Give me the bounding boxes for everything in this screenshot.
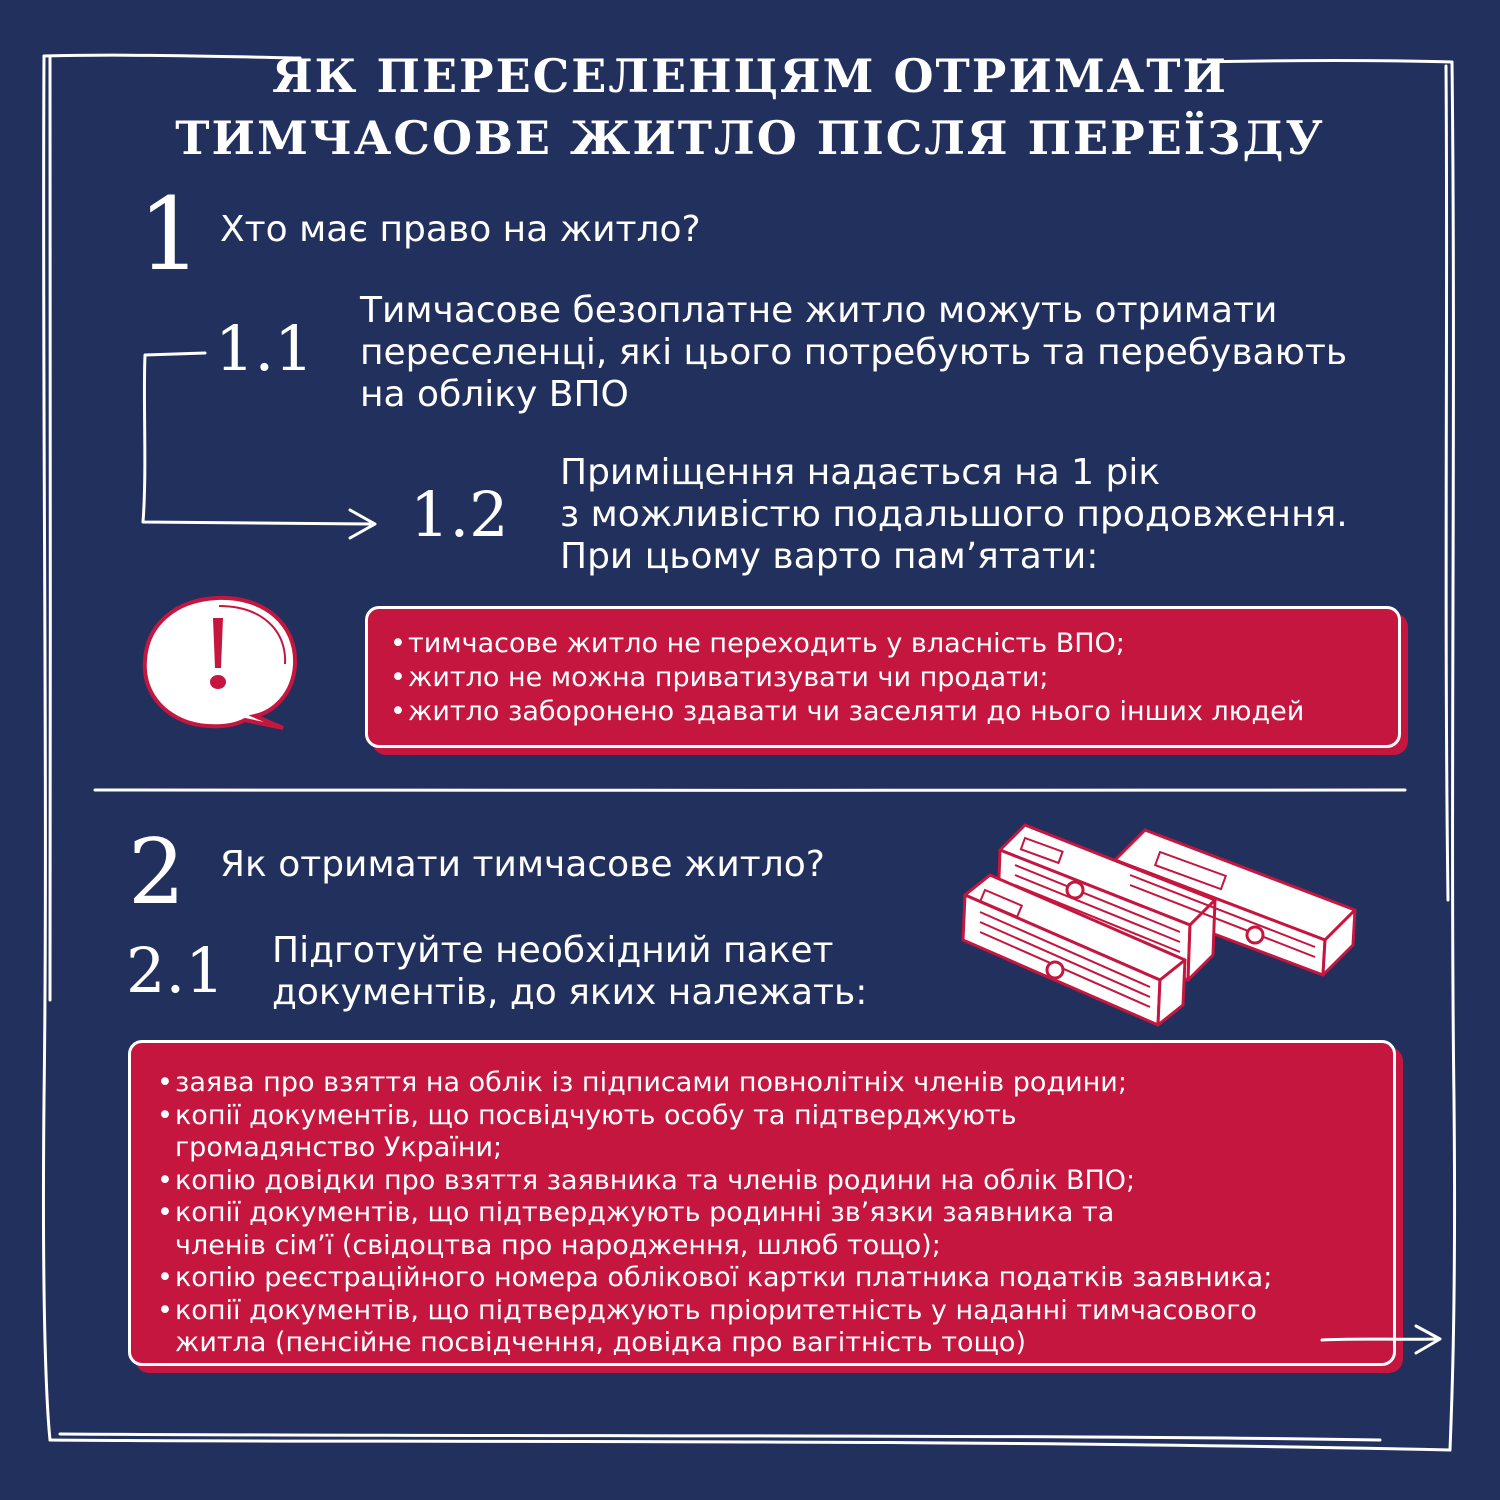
step-1-1-number: 1.1 (215, 312, 314, 385)
warnings-box (365, 606, 1401, 748)
step-2-1-line: Підготуйте необхідний пакет (272, 930, 834, 971)
section-1-question: Хто має право на житло? (220, 209, 701, 250)
document-item: • копію довідки про взяття заявника та членів родини на облік ВПО; (157, 1165, 1337, 1198)
warning-item: • тимчасове житло не переходить у власність ВПО; (390, 627, 1304, 661)
section-2-question: Як отримати тимчасове житло? (220, 844, 825, 885)
document-item: • копії документів, що підтверджують пріоритетність у наданні тимчасового житла (пенсійне посвідчення, довідка про вагітність тощо) (157, 1295, 1295, 1360)
step-1-1-line: Тимчасове безоплатне житло можуть отримати (360, 290, 1278, 331)
documents-box (128, 1040, 1396, 1366)
step-1-2-line: Приміщення надається на 1 рік (560, 452, 1161, 493)
step-2-1-line: документів, до яких належать: (272, 972, 868, 1013)
page-title (0, 45, 1500, 169)
document-item: • копію реєстраційного номера облікової картки платника податків заявника; (157, 1262, 1337, 1295)
section-2-number: 2 (128, 820, 186, 925)
step-1-2-line: з можливістю подальшого продовження. (560, 494, 1348, 535)
warnings-list (390, 627, 1304, 729)
document-item: • копії документів, що посвідчують особу та підтверджують громадянство України; (157, 1100, 1075, 1165)
step-1-2-text (560, 452, 1348, 578)
documents-list (157, 1067, 1337, 1360)
document-item: • заява про взяття на облік із підписами повнолітніх членів родини; (157, 1067, 1337, 1100)
arrow-right-icon (1318, 1320, 1448, 1360)
step-2-1-text (272, 930, 867, 1014)
step-1-2-number: 1.2 (410, 478, 509, 551)
title-line-2: ТИМЧАСОВЕ ЖИТЛО ПІСЛЯ ПЕРЕЇЗДУ (175, 111, 1325, 165)
warning-item: • житло заборонено здавати чи заселяти до нього інших людей (390, 695, 1304, 729)
step-2-1-number: 2.1 (126, 934, 225, 1007)
step-1-1-text (360, 290, 1347, 416)
step-1-1-line: на обліку ВПО (360, 374, 629, 415)
warning-item: • житло не можна приватизувати чи продати; (390, 661, 1304, 695)
step-1-2-line: При цьому варто пам’ятати: (560, 536, 1099, 577)
exclamation-speech-bubble-icon (135, 590, 305, 740)
document-item: • копії документів, що підтверджують родинні зв’язки заявника та членів сім’ї (свідоцтва про народження, шлюб тощо); (157, 1197, 1135, 1262)
title-line-1: ЯК ПЕРЕСЕЛЕНЦЯМ ОТРИМАТИ (272, 49, 1228, 103)
step-1-1-line: переселенці, які цього потребують та перебувають (360, 332, 1348, 373)
folders-stack-icon (955, 820, 1375, 1035)
section-1-number: 1 (138, 176, 202, 293)
